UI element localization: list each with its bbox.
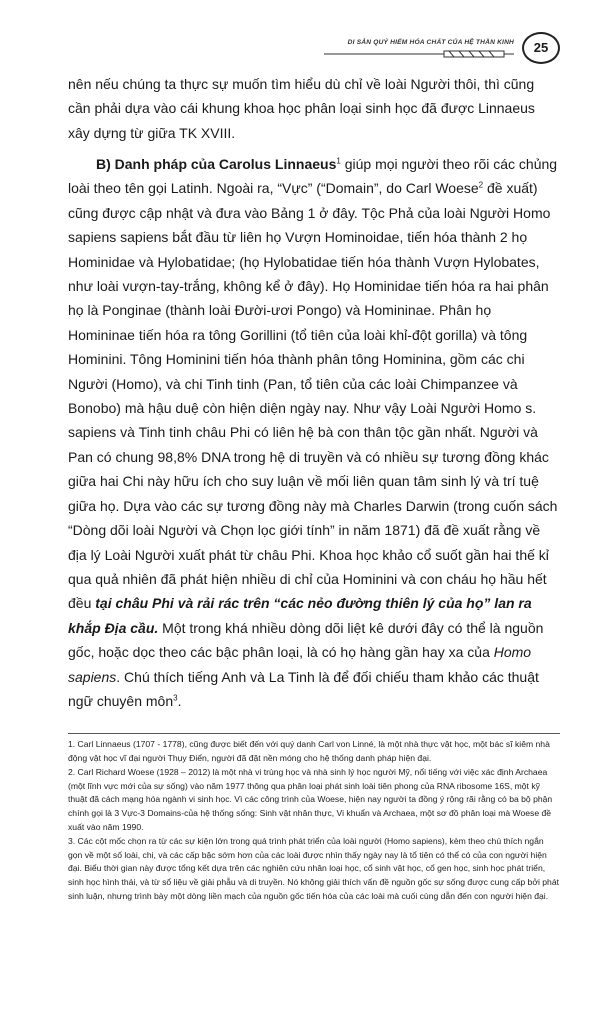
section-lead: B) Danh pháp của Carolus Linnaeus <box>96 156 337 172</box>
footnote-divider <box>68 733 560 734</box>
paragraph-continued: nên nếu chúng ta thực sự muốn tìm hiểu dù chỉ về loài Người thôi, thì cũng cần phải dựa vào cái khung khoa học phân loại sinh học đã được Linnaeus xây dựng từ giữa TK XVIII. <box>68 76 535 141</box>
footnote-ref-1: 1 <box>336 156 341 166</box>
footnote-3: 3. Các cột mốc chọn ra từ các sự kiện lớn trong quá trình phát triển của loài người (Homo sapiens), kèm theo chú thích ngắn gọn về một số loài, chi, và các cấp bậc sớm hơn của các loài được nhìn thấy ngày nay là tổ tiên có thể có của con người hiện đại. Biểu thời gian này được tổng kết dựa trên các nghiên cứu nhân loại học, cổ sinh vật học, cổ gen học, sinh học phát triển, sinh học hình thái, và từ sổ liệu về giải phẫu và di truyền. Nó không giải thích vấn đề nguồn gốc sự sống được cung cấp bởi phát sinh luận, nhưng trình bày một dòng liền mạch của nguồn gốc tiến hóa của các loài mà cuối cùng dẫn đến con người hiện đại. <box>68 836 559 901</box>
page-header <box>300 30 560 70</box>
page-number: 25 <box>522 32 560 64</box>
footnote-1: 1. Carl Linnaeus (1707 - 1778), cũng được biết đến với quý danh Carl von Linné, là một nhà thực vật học, một bác sĩ kiêm nhà động vật học vĩ đại người Thụy Điển, người đã đặt nền móng cho hệ thống danh pháp hiện đại. <box>68 739 550 763</box>
species-name: Homo sapiens <box>68 644 532 685</box>
running-title: DI SẢN QUÝ HIẾM HÓA CHẤT CỦA HỆ THẦN KINH <box>347 39 514 46</box>
emphasis-text: tại châu Phi và rải rác trên “các nẻo đường thiên lý của họ” lan ra khắp Địa cầu. <box>68 595 532 636</box>
footnotes <box>68 738 560 904</box>
footnote-2: 2. Carl Richard Woese (1928 – 2012) là một nhà vi trùng học và nhà sinh lý học người Mỹ, nổi tiếng với việc xác định Archaea (một lĩnh vực mới của sự sống) vào năm 1977 thông qua phân loại phát sinh loài tiên phong của RNA ribosome 16S, một kỹ thuật đã cách mạng hóa ngành vi sinh học. Vì các công trình của Woese, hiện nay người ta đồng ý rộng rãi rằng có ba bộ phận chính gọi là 3 Vực-3 Domains-của hệ thống sống: Sinh vật nhân thực, Vi khuẩn và Archaea, một sơ đồ phân loại mà Woese đề xuất vào năm 1990. <box>68 767 553 832</box>
paragraph-linnaeus-nomenclature: B) Danh pháp của Carolus Linnaeus$^1$ giúp mọi người theo rõi các chủng loài theo tên gọi Latinh. Ngoài ra, “Vực” (“Domain”, do Carl Woese$^2$ đề xuất) cũng được cập nhật và đưa vào Bảng 1 ở đây. Tộc Phả của loài Người Homo sapiens sapiens bắt đầu từ liên họ Vượn Hominoidae, tiến hóa thành 2 họ Hominidae và Hylobatidae; (họ Hylobatidae tiến hóa thành Vượn Hylobates, như loài vượn-tay-trắng, không kể ở đây). Họ Hominidae tiến hóa ra hai phân họ là Ponginae (thành loài Đười-ươi Pongo) và Homininae. Phân họ Homininae tiến hóa ra tông Gorillini (tổ tiên của loài khỉ-đột gorilla) và tông Hominini. Tông Hominini tiến hóa thành phân tông Hominina, gồm các chi Người (Homo), và chi Tinh tinh (Pan, tổ tiên của các loài Chimpanzee và Bonobo) mà hậu duệ còn hiện diện ngày nay. Như vậy Loài Người Homo s. sapiens và Tinh tinh châu Phi có liên hệ bà con thân tộc gần nhất. Người và Pan có chung 98,8% DNA trong hệ di truyền và có nhiều sự tương đồng khác giữa hai Chi này hữu ích cho suy luận về mối liên quan tâm sinh lý và trí tuệ giữa họ. Dựa vào các sự tương đồng này mà Charles Darwin (trong cuốn sách “Dòng dõi loài Người và Chọn lọc giới tính” in năm 1871) đã đề xuất rằng về địa lý Loài Người xuất phát từ châu Phi. Khoa học khảo cổ suốt gần hai thế kỉ qua quả nhiên đã phát hiện nhiều di chỉ của Hominini và con cháu họ hầu hết đều tại châu Phi và rải rác trên “các nẻo đường thiên lý của họ” lan ra khắp Địa cầu. Một trong khá nhiều dòng dõi liệt kê dưới đây có thể là nguồn gốc, hoặc dọc theo các bậc phân loại, là có họ hàng gần hay xa của Homo sapiens. Chú thích tiếng Anh và La Tinh là để đối chiếu tham khảo các thuật ngữ chuyên môn$^3$. <box>68 156 558 709</box>
footnote-ref-2: 2 <box>478 180 484 190</box>
footnote-ref-3: 3 <box>173 693 178 703</box>
ornament-line <box>324 50 514 58</box>
